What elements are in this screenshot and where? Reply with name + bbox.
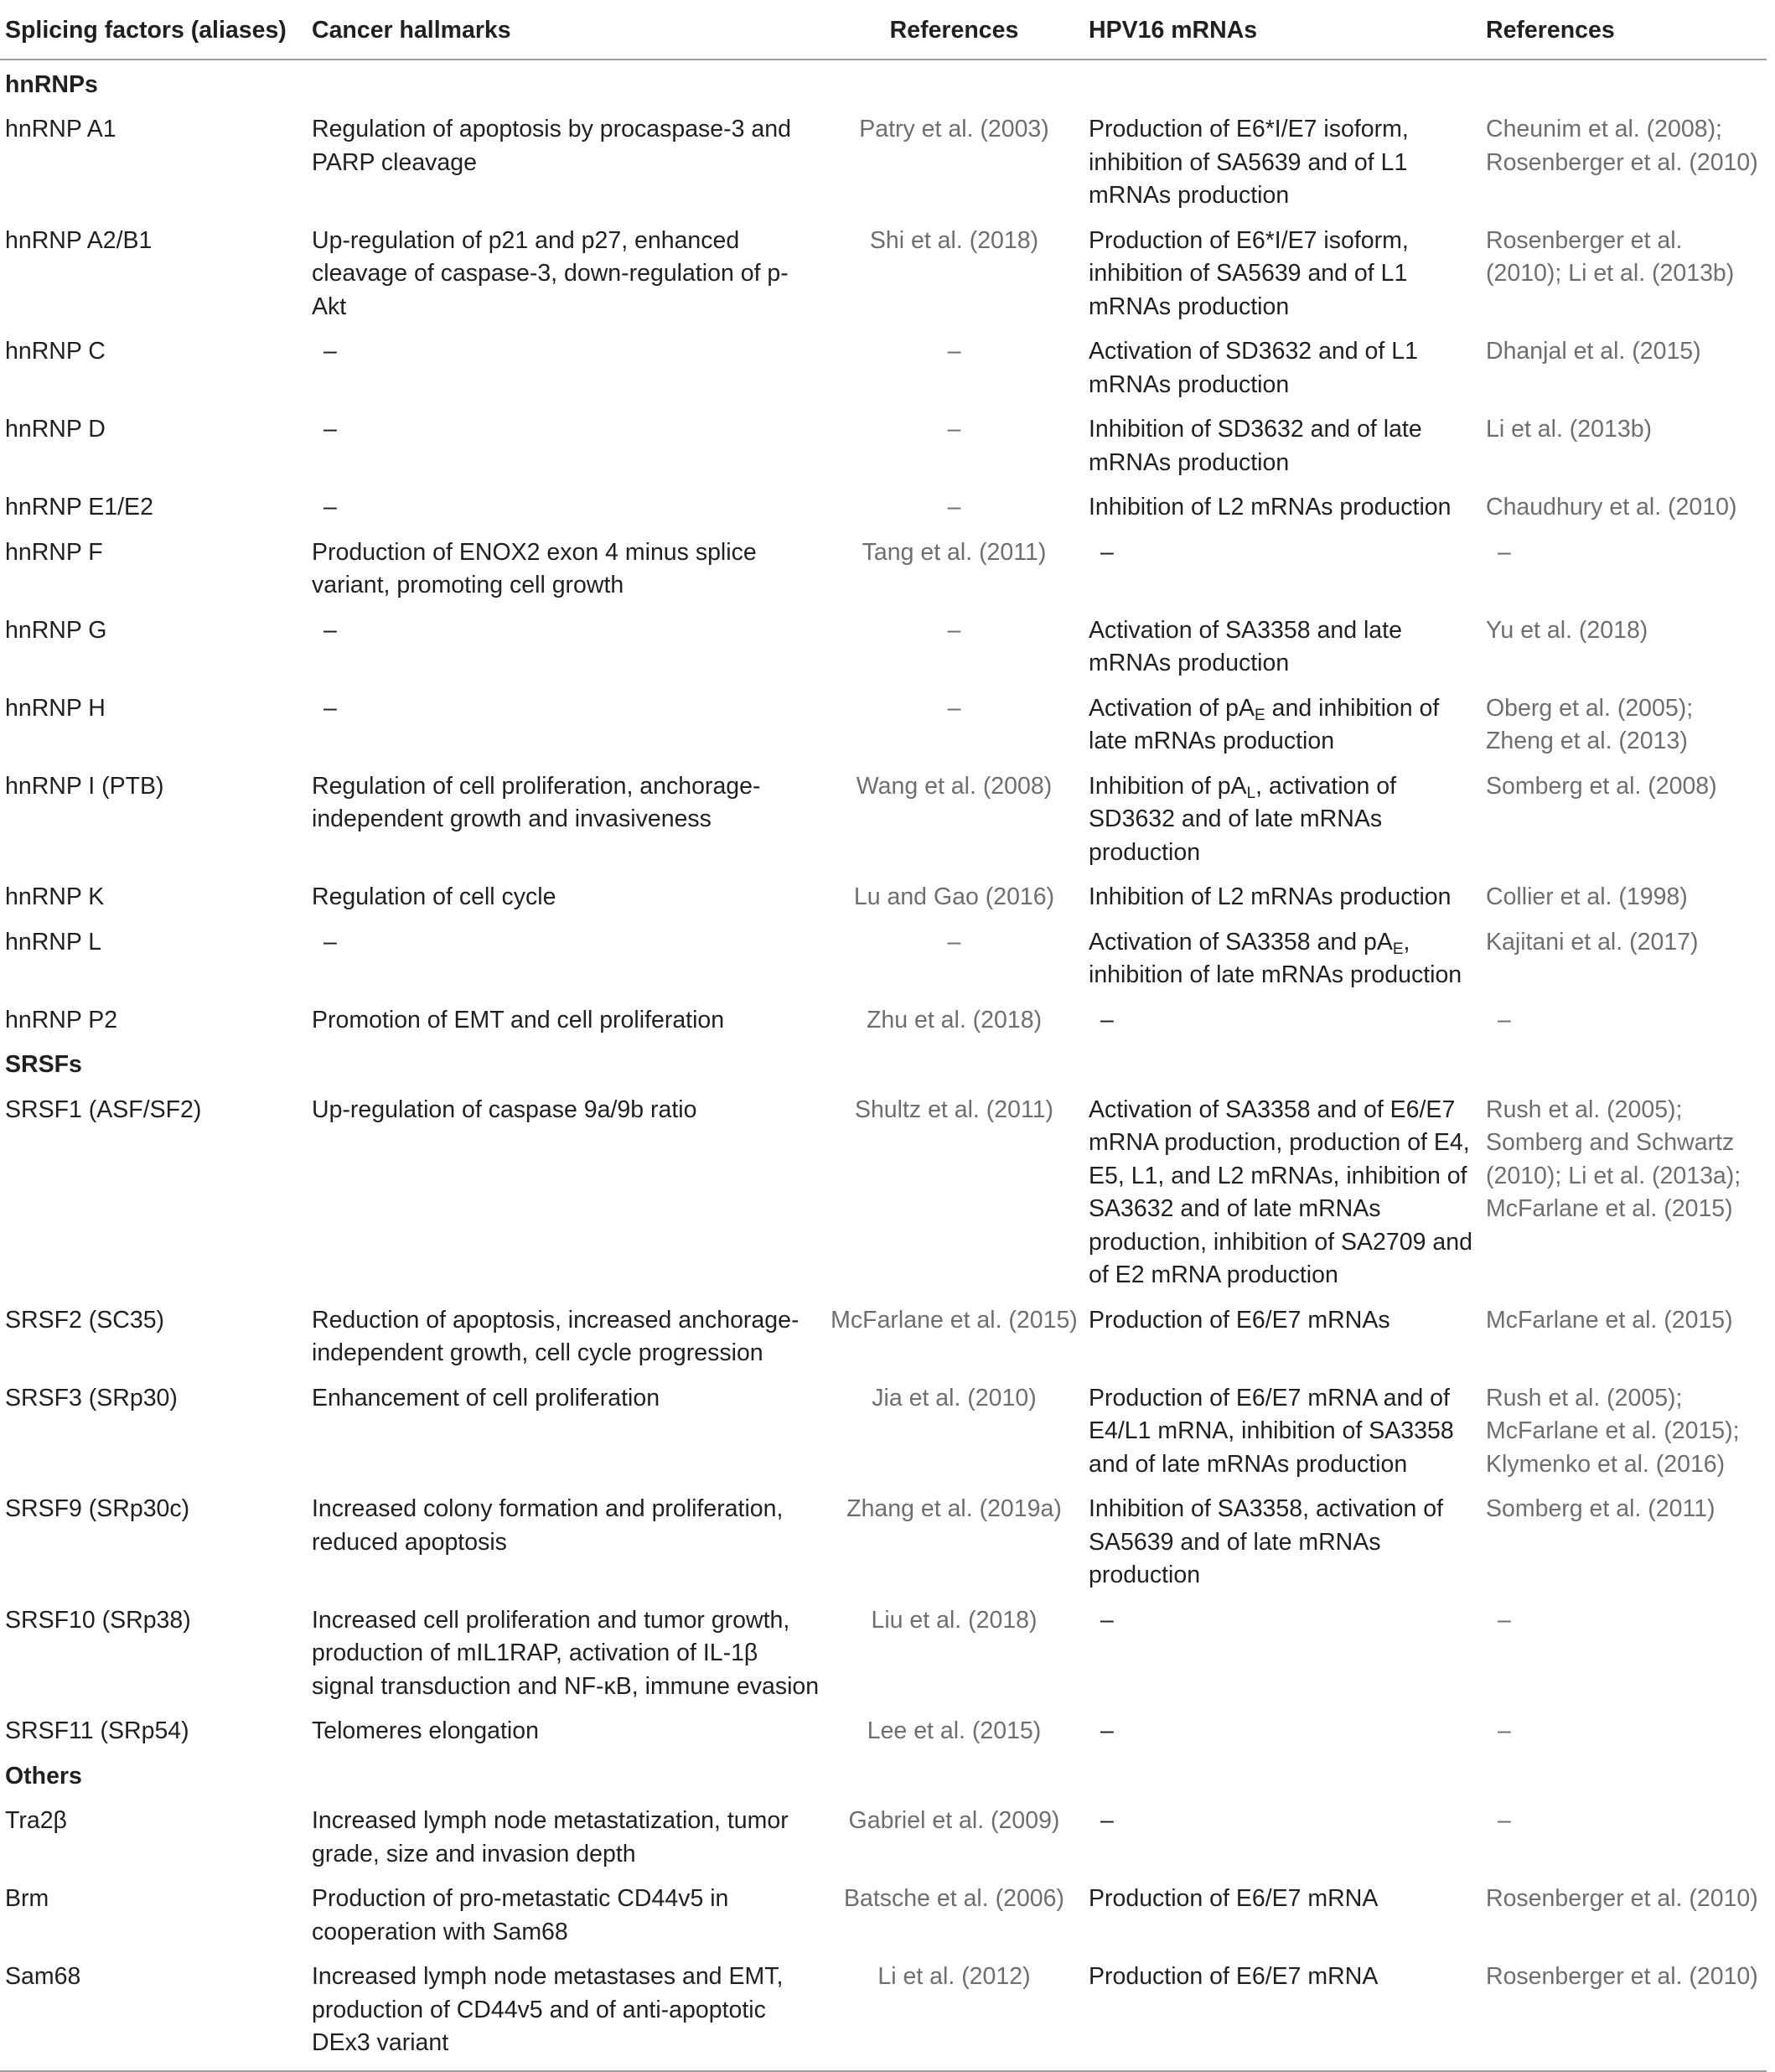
mrna-text: , activation of SD3632 and of late mRNAs production [1089, 772, 1397, 866]
mrna-reference-cell: – [1498, 538, 1511, 566]
splicing-factor-cell: hnRNP D [5, 416, 106, 443]
cancer-hallmark-cell: – [323, 616, 337, 644]
mrna-text: Inhibition of pA [1089, 772, 1247, 800]
splicing-factor-cell: hnRNP I (PTB) [5, 772, 164, 800]
mrna-reference-cell: – [1498, 1606, 1511, 1634]
splicing-factor-cell: hnRNP K [5, 883, 105, 910]
cancer-hallmark-cell: – [323, 416, 337, 443]
cancer-hallmark-cell: Production of pro-metastatic CD44v5 in cooperation with Sam68 [312, 1885, 729, 1945]
table-row [0, 765, 1767, 877]
table-row [0, 1299, 1767, 1377]
table-row [0, 486, 1767, 531]
cancer-hallmark-cell: – [323, 928, 337, 956]
hallmark-reference-cell: Gabriel et al. (2009) [848, 1807, 1060, 1834]
hpv16-mrna-cell: Inhibition of L2 mRNAs production [1089, 883, 1452, 910]
splicing-factor-cell: hnRNP H [5, 694, 106, 722]
hallmark-reference-cell: – [947, 694, 961, 722]
table-row [0, 531, 1767, 609]
table-row [0, 330, 1767, 408]
hpv16-mrna-cell [1084, 921, 1481, 999]
hpv16-mrna-cell: Inhibition of SA3358, activation of SA5639 and of late mRNAs production [1089, 1495, 1444, 1588]
header-cancer-hallmarks: Cancer hallmarks [307, 0, 825, 60]
hallmark-reference-cell: – [947, 616, 961, 644]
section-title: hnRNPs [5, 70, 98, 98]
cancer-hallmark-cell: – [323, 494, 337, 521]
hallmark-reference-cell: Lu and Gao (2016) [853, 883, 1055, 910]
cancer-hallmark-cell: – [323, 338, 337, 365]
hallmark-reference-cell: – [947, 338, 961, 365]
splicing-factor-cell: Tra2β [5, 1807, 67, 1834]
splicing-factor-cell: hnRNP E1/E2 [5, 494, 153, 521]
cancer-hallmark-cell: Enhancement of cell proliferation [312, 1384, 660, 1412]
mrna-reference-cell: Oberg et al. (2005); Zheng et al. (2013) [1486, 694, 1694, 754]
hallmark-reference-cell: Tang et al. (2011) [862, 538, 1047, 566]
hpv16-mrna-cell: Production of E6/E7 mRNA [1084, 1955, 1481, 2071]
hallmark-reference-cell: Zhu et al. (2018) [866, 1006, 1043, 1033]
mrna-reference-cell: Yu et al. (2018) [1486, 616, 1648, 644]
mrna-subscript: E [1255, 706, 1265, 724]
table-row [0, 876, 1767, 921]
hallmark-reference-cell: Lee et al. (2015) [867, 1717, 1042, 1744]
table-row [0, 999, 1767, 1044]
mrna-reference-cell: – [1498, 1717, 1511, 1744]
splicing-factor-cell: SRSF9 (SRp30c) [5, 1495, 190, 1522]
cancer-hallmark-cell: Regulation of cell proliferation, anchorage-independent growth and invasiveness [312, 772, 761, 832]
hallmark-reference-cell: – [947, 494, 961, 521]
hallmark-reference-cell: McFarlane et al. (2015) [831, 1306, 1078, 1334]
section-title: SRSFs [5, 1051, 82, 1078]
cancer-hallmark-cell: Increased lymph node metastatization, tumor grade, size and invasion depth [312, 1807, 789, 1867]
hpv16-mrna-cell [1084, 687, 1481, 765]
table-row [0, 108, 1767, 220]
splicing-factor-cell: hnRNP L [5, 928, 102, 956]
table-row [0, 1878, 1767, 1955]
hpv16-mrna-cell: Activation of SA3358 and late mRNAs production [1089, 616, 1402, 676]
table-row [0, 1800, 1767, 1878]
hpv16-mrna-cell: Activation of SD3632 and of L1 mRNAs production [1089, 338, 1418, 398]
hpv16-mrna-cell: – [1100, 1006, 1114, 1033]
mrna-text: Activation of SA3358 and pA [1089, 928, 1393, 956]
mrna-reference-cell: Rosenberger et al. (2010) [1481, 1955, 1767, 2071]
mrna-reference-cell: Rosenberger et al. (2010) [1486, 1885, 1758, 1912]
mrna-subscript: L [1246, 784, 1256, 802]
hpv16-mrna-cell: – [1100, 538, 1114, 566]
table-row [0, 1955, 1767, 2071]
section-row [0, 1755, 1767, 1800]
cancer-hallmark-cell: Telomeres elongation [312, 1717, 539, 1744]
mrna-reference-cell: Rush et al. (2005); McFarlane et al. (2015); Klymenko et al. (2016) [1486, 1384, 1740, 1478]
hpv16-mrna-cell: Production of E6/E7 mRNA and of E4/L1 mRNA, inhibition of SA3358 and of late mRNAs production [1089, 1384, 1454, 1478]
hallmark-reference-cell: Jia et al. (2010) [872, 1384, 1037, 1412]
hallmark-reference-cell: Patry et al. (2003) [859, 116, 1049, 142]
cancer-hallmark-cell: Regulation of cell cycle [312, 883, 556, 910]
splicing-factor-cell: SRSF1 (ASF/SF2) [5, 1096, 202, 1123]
section-title: Others [5, 1762, 82, 1790]
hpv16-mrna-cell [1084, 765, 1481, 877]
hpv16-mrna-cell: – [1100, 1807, 1114, 1834]
cancer-hallmark-cell: Up-regulation of p21 and p27, enhanced cleavage of caspase-3, down-regulation of p-Akt [312, 226, 789, 320]
mrna-reference-cell: Chaudhury et al. (2010) [1486, 494, 1737, 521]
hallmark-reference-cell: – [947, 416, 961, 443]
cancer-hallmark-cell: Reduction of apoptosis, increased anchorage-independent growth, cell cycle progression [312, 1306, 800, 1366]
splicing-factor-cell: SRSF11 (SRp54) [5, 1717, 189, 1744]
hallmark-reference-cell: Li et al. (2012) [825, 1955, 1084, 2071]
hallmark-reference-cell: Batsche et al. (2006) [844, 1885, 1064, 1912]
section-row [0, 60, 1767, 109]
cancer-hallmark-cell: Increased lymph node metastases and EMT, production of CD44v5 and of anti-apoptotic DEx3 variant [307, 1955, 825, 2071]
splicing-factor-cell: hnRNP A1 [5, 116, 116, 142]
table-row [0, 1599, 1767, 1711]
table-row [0, 408, 1767, 486]
hpv16-mrna-cell: Production of E6*I/E7 isoform, inhibition of SA5639 and of L1 mRNAs production [1089, 226, 1409, 320]
mrna-reference-cell: – [1498, 1807, 1511, 1834]
hpv16-mrna-cell: – [1100, 1717, 1114, 1744]
splicing-factor-cell: Sam68 [0, 1955, 307, 2071]
hpv16-mrna-cell: – [1100, 1606, 1114, 1634]
header-splicing-factors: Splicing factors (aliases) [0, 0, 307, 60]
mrna-reference-cell: Cheunim et al. (2008); Rosenberger et al. (2010) [1486, 116, 1758, 176]
table-row [0, 1377, 1767, 1489]
table-row [0, 220, 1767, 331]
hpv16-mrna-cell: Production of E6/E7 mRNAs [1089, 1306, 1390, 1334]
cancer-hallmark-cell: Increased cell proliferation and tumor growth, production of mIL1RAP, activation of IL-1β signal transduction and NF-κB, immune evasion [312, 1606, 820, 1700]
table-row [0, 921, 1767, 999]
mrna-reference-cell: McFarlane et al. (2015) [1486, 1306, 1733, 1334]
hpv16-mrna-cell: Activation of SA3358 and of E6/E7 mRNA production, production of E4, E5, L1, and L2 mRNAs, inhibition of SA3632 and of late mRNAs production, inhibition of SA2709 and of E2 mRNA production [1089, 1096, 1472, 1288]
mrna-reference-cell: Li et al. (2013b) [1486, 416, 1653, 443]
table-row [0, 1488, 1767, 1599]
splicing-factor-cell: hnRNP P2 [5, 1006, 118, 1033]
table-row [0, 687, 1767, 765]
table-body [0, 60, 1767, 2071]
table-row [0, 609, 1767, 687]
mrna-reference-cell: Somberg et al. (2008) [1486, 772, 1717, 800]
cancer-hallmark-cell: – [323, 694, 337, 722]
hpv16-mrna-cell: Production of E6*I/E7 isoform, inhibition of SA5639 and of L1 mRNAs production [1089, 116, 1409, 209]
hpv16-mrna-cell: Inhibition of L2 mRNAs production [1089, 494, 1452, 521]
cancer-hallmark-cell: Increased colony formation and proliferation, reduced apoptosis [312, 1495, 784, 1556]
cancer-hallmark-cell: Production of ENOX2 exon 4 minus splice variant, promoting cell growth [312, 538, 757, 598]
hallmark-reference-cell: Liu et al. (2018) [871, 1606, 1038, 1634]
mrna-reference-cell: Collier et al. (1998) [1486, 883, 1688, 910]
splicing-factor-cell: SRSF3 (SRp30) [5, 1384, 178, 1412]
hpv16-mrna-cell: Inhibition of SD3632 and of late mRNAs production [1089, 416, 1422, 476]
splicing-factor-cell: SRSF2 (SC35) [5, 1306, 165, 1334]
mrna-text: , inhibition of late mRNAs production [1089, 928, 1462, 988]
mrna-reference-cell: Kajitani et al. (2017) [1486, 928, 1699, 956]
splicing-factor-cell: Brm [5, 1885, 49, 1912]
hallmark-reference-cell: Shultz et al. (2011) [854, 1096, 1054, 1123]
table-row [0, 1089, 1767, 1299]
section-row [0, 1044, 1767, 1089]
splicing-factor-cell: hnRNP A2/B1 [5, 226, 153, 254]
mrna-reference-cell: Dhanjal et al. (2015) [1486, 338, 1701, 365]
hallmark-reference-cell: – [947, 928, 961, 956]
hallmark-reference-cell: Shi et al. (2018) [869, 226, 1039, 254]
mrna-reference-cell: – [1498, 1006, 1511, 1033]
hallmark-reference-cell: Wang et al. (2008) [856, 772, 1053, 800]
cancer-hallmark-cell: Up-regulation of caspase 9a/9b ratio [312, 1096, 697, 1123]
mrna-subscript: E [1392, 940, 1404, 958]
splicing-factor-cell: SRSF10 (SRp38) [5, 1606, 191, 1634]
splicing-factor-cell: hnRNP F [5, 538, 103, 566]
mrna-reference-cell: Rush et al. (2005); Somberg and Schwartz (2010); Li et al. (2013a); McFarlane et al. (2015) [1486, 1096, 1741, 1222]
cancer-hallmark-cell: Regulation of apoptosis by procaspase-3 and PARP cleavage [312, 116, 791, 176]
header-hallmark-references: References [825, 0, 1084, 60]
cancer-hallmark-cell: Promotion of EMT and cell proliferation [312, 1006, 725, 1033]
header-hpv16-mrnas: HPV16 mRNAs [1084, 0, 1481, 60]
header-row [0, 0, 1767, 60]
mrna-reference-cell: Rosenberger et al. (2010); Li et al. (2013b) [1486, 226, 1735, 287]
table-row [0, 1710, 1767, 1755]
header-mrna-references: References [1481, 0, 1767, 60]
hallmark-reference-cell: Zhang et al. (2019a) [846, 1495, 1062, 1522]
mrna-text: Activation of pA [1089, 694, 1255, 722]
mrna-reference-cell: Somberg et al. (2011) [1486, 1495, 1715, 1522]
splicing-factor-cell: hnRNP C [5, 338, 106, 365]
hpv16-mrna-cell: Production of E6/E7 mRNA [1089, 1885, 1379, 1912]
mrna-text: and inhibition of late mRNAs production [1089, 694, 1440, 754]
splicing-factor-cell: hnRNP G [5, 616, 107, 644]
